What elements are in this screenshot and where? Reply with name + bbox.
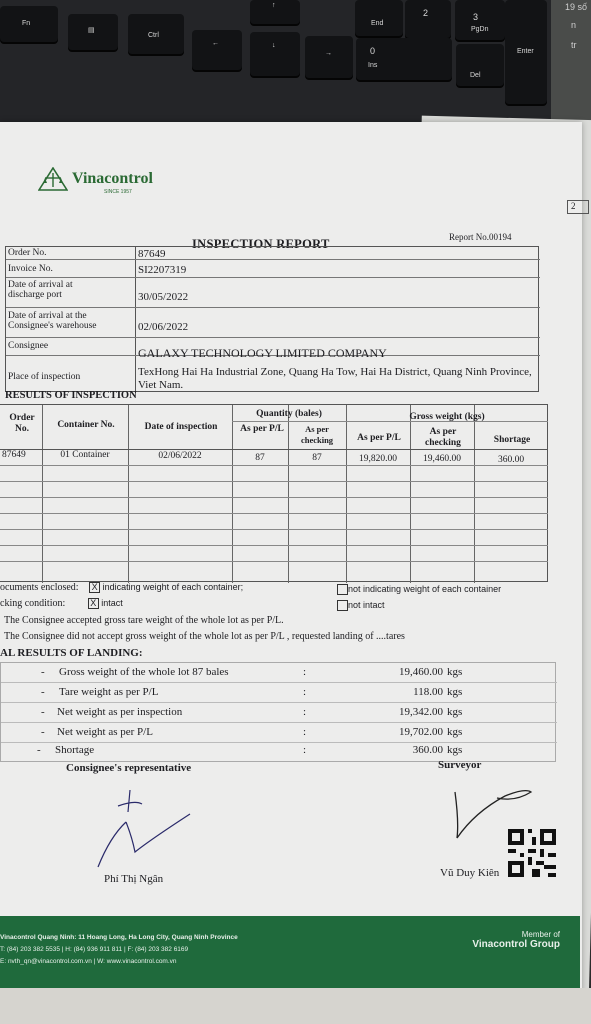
order-info-table xyxy=(5,246,539,392)
key-enter: Enter xyxy=(505,0,547,104)
key-2: 2 xyxy=(405,0,451,38)
col-qty-pl: As per P/L xyxy=(240,424,284,434)
landing-results-title: AL RESULTS OF LANDING: xyxy=(0,647,143,659)
checkbox-indicating-weight: X xyxy=(89,582,100,593)
landing-row: - Gross weight of the whole lot 87 bales : 19,460.00 kgs xyxy=(1,663,557,683)
not-indicating-option: not indicating weight of each container xyxy=(337,584,501,595)
cell-qty-check: 87 xyxy=(312,453,322,463)
key-down: ↓ xyxy=(250,32,300,76)
vinacontrol-logo xyxy=(38,167,153,191)
consignee-accepted-line: The Consignee accepted gross tare weight of the whole lot as per P/L. xyxy=(4,615,284,626)
col-qty-check: As per checking xyxy=(300,424,334,445)
info-row: Place of inspection TexHong Hai Ha Industrial Zone, Quang Ha Tow, Hai Ha District, Quang Ninh Province, Viet Nam. xyxy=(8,366,532,391)
landing-row: - Tare weight as per P/L : 118.00 kgs xyxy=(1,683,557,703)
surveyor-name: Vũ Duy Kiên xyxy=(440,867,500,879)
not-intact-option: not intact xyxy=(337,600,385,611)
col-order-no: Order No. xyxy=(9,413,35,434)
cell-gross-pl: 19,820.00 xyxy=(359,454,397,464)
key-0-ins: 0 Ins xyxy=(356,38,452,80)
col-shortage: Shortage xyxy=(493,435,531,445)
cell-date: 02/06/2022 xyxy=(158,451,202,461)
cell-gross-check: 19,460.00 xyxy=(423,454,461,464)
letterhead-footer xyxy=(0,916,580,988)
landing-row: - Net weight as per inspection : 19,342.00 kgs xyxy=(1,703,557,723)
consignee-name: Phí Thị Ngân xyxy=(104,873,164,885)
key-left: ← xyxy=(192,30,242,70)
consignee-representative-label: Consignee's representative xyxy=(66,762,192,774)
desk-surface xyxy=(0,988,591,1024)
key-del: Del xyxy=(456,44,504,86)
checkbox-not-intact xyxy=(337,600,348,611)
info-row: Order No. 87649 xyxy=(6,247,540,260)
key-ctrl: Ctrl xyxy=(128,14,184,54)
desk-edge: 19 số n tr xyxy=(551,0,591,160)
key-up: ↑ xyxy=(250,0,300,24)
col-quantity: Quantity (bales) xyxy=(256,409,322,419)
scale-logo-icon xyxy=(38,167,68,191)
packing-condition-line: cking condition: X intact xyxy=(0,598,123,609)
info-row: Date of arrival at the Consignee's warehouse 02/06/2022 xyxy=(6,308,540,338)
col-gross: Gross weight (kgs) xyxy=(409,412,485,422)
landing-row: - Shortage : 360.00 kgs xyxy=(37,744,463,756)
info-row: Invoice No. SI2207319 xyxy=(6,260,540,278)
consignee-signature xyxy=(90,782,210,872)
key-menu: ▤ xyxy=(68,14,118,50)
report-number: Report No.00194 xyxy=(449,232,512,242)
key-right: → xyxy=(305,36,353,78)
col-gross-check: As per checking xyxy=(425,427,461,448)
cell-container-no: 01 Container xyxy=(60,450,110,460)
member-of-group: Member of Vinacontrol Group xyxy=(472,930,560,950)
footer-address: Vinacontrol Quang Ninh: 11 Hoang Long, Ha Long City, Quang Ninh Province xyxy=(0,934,238,941)
cell-qty-pl: 87 xyxy=(255,453,265,463)
checkbox-intact: X xyxy=(88,598,99,609)
consignee-not-accepted-line: The Consignee did not accept gross weight of the whole lot as per P/L , requested landing of ....tares xyxy=(4,631,405,642)
info-row: Date of arrival at discharge port 30/05/2022 xyxy=(6,278,540,308)
brand-since: SINCE 1957 xyxy=(104,189,132,195)
corner-box: 2 xyxy=(567,200,589,214)
key-3-pgdn: 3 PgDn xyxy=(455,0,505,40)
brand-name: Vinacontrol xyxy=(72,170,153,187)
surveyor-label: Surveyor xyxy=(438,759,482,771)
footer-email-web: E: nvth_qn@vinacontrol.com.vn | W: www.vinacontrol.com.vn xyxy=(0,958,177,965)
landing-results-table xyxy=(0,662,556,762)
documents-enclosed-line: ocuments enclosed: X indicating weight of each container; xyxy=(0,582,244,593)
cell-shortage: 360.00 xyxy=(497,455,525,465)
col-container-no: Container No. xyxy=(57,420,115,430)
cell-order-no: 87649 xyxy=(2,450,26,460)
footer-phones: T: (84) 203 382 5535 | H: (84) 936 911 811 | F: (84) 203 382 6169 xyxy=(0,946,189,953)
results-table xyxy=(0,404,548,582)
landing-row: - Net weight as per P/L : 19,702.00 kgs xyxy=(1,723,557,743)
results-title: RESULTS OF INSPECTION xyxy=(5,390,137,401)
info-row: Consignee GALAXY TECHNOLOGY LIMITED COMPANY xyxy=(6,338,540,356)
col-gross-pl: As per P/L xyxy=(357,433,401,443)
key-fn: Fn xyxy=(0,6,58,42)
qr-code-icon xyxy=(508,829,556,877)
key-end: End xyxy=(355,0,403,36)
col-date: Date of inspection xyxy=(144,422,218,432)
checkbox-not-indicating xyxy=(337,584,348,595)
report-title: INSPECTION REPORT xyxy=(192,237,330,251)
